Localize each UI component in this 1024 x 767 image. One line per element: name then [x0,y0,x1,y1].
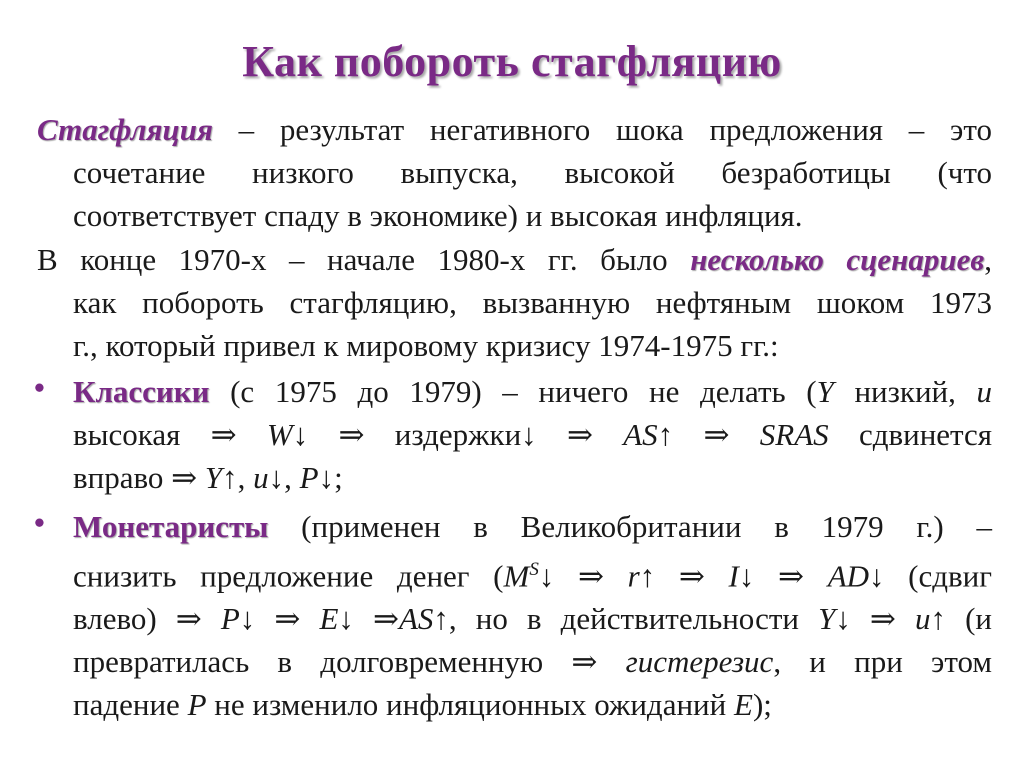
monetarists-paragraph [73,505,992,726]
slide-title: Как побороть стагфляцию [242,37,782,86]
classics-line-2: высокая ⇒ W↓ ⇒ издержки↓ ⇒ AS↑ ⇒ SRAS сдвинется [73,417,992,452]
scenarios-paragraph [37,238,992,367]
scenarios-line-2: как побороть стагфляцию, вызванную нефтяным шоком 1973 [73,285,992,320]
scenarios-line-3: г., который привел к мировому кризису 1974-1975 гг.: [73,328,779,363]
definition-paragraph [37,108,992,237]
monetarists-line-4: превратилась в долговременную ⇒ гистерезис, и при этом [73,644,992,680]
monetarists-line-2: снизить предложение денег ($M^S↓$ ⇒ r↑ ⇒ I↓ ⇒ AD↓ (сдвиг [73,558,992,594]
monetarists-line-1: Монетаристы (применен в Великобритании в 1979 г.) – [73,509,992,544]
classics-line-3: вправо ⇒ Y↑, u↓, P↓; [73,460,343,495]
term-monetarists: Монетаристы [73,509,269,544]
term-stagflation: Стагфляция [37,112,213,147]
highlight-scenarios: несколько сценариев [690,242,985,277]
definition-line-3: соответствует спаду в экономике) и высокая инфляция. [73,198,803,233]
definition-line-2: сочетание низкого выпуска, высокой безработицы (что [73,155,992,190]
monetarists-line-5: падение P не изменило инфляционных ожиданий E); [73,687,772,723]
monetarists-line-3: влево) ⇒ P↓ ⇒ E↓ ⇒AS↑, но в действительности Y↓ ⇒ u↑ (и [73,601,992,637]
bullet-icon: • [34,505,45,540]
term-hysteresis: гистерезис [625,644,774,680]
scenarios-line-1: В конце 1970-х – начале 1980-х гг. было несколько сценариев, [37,242,992,277]
classics-line-1: Классики (с 1975 до 1979) – ничего не делать (Y низкий, u [73,374,992,409]
term-classics: Классики [73,374,210,409]
bullet-icon: • [34,370,45,405]
definition-line-1: Стагфляция – результат негативного шока предложения – это [37,112,992,147]
classics-paragraph [73,370,992,499]
